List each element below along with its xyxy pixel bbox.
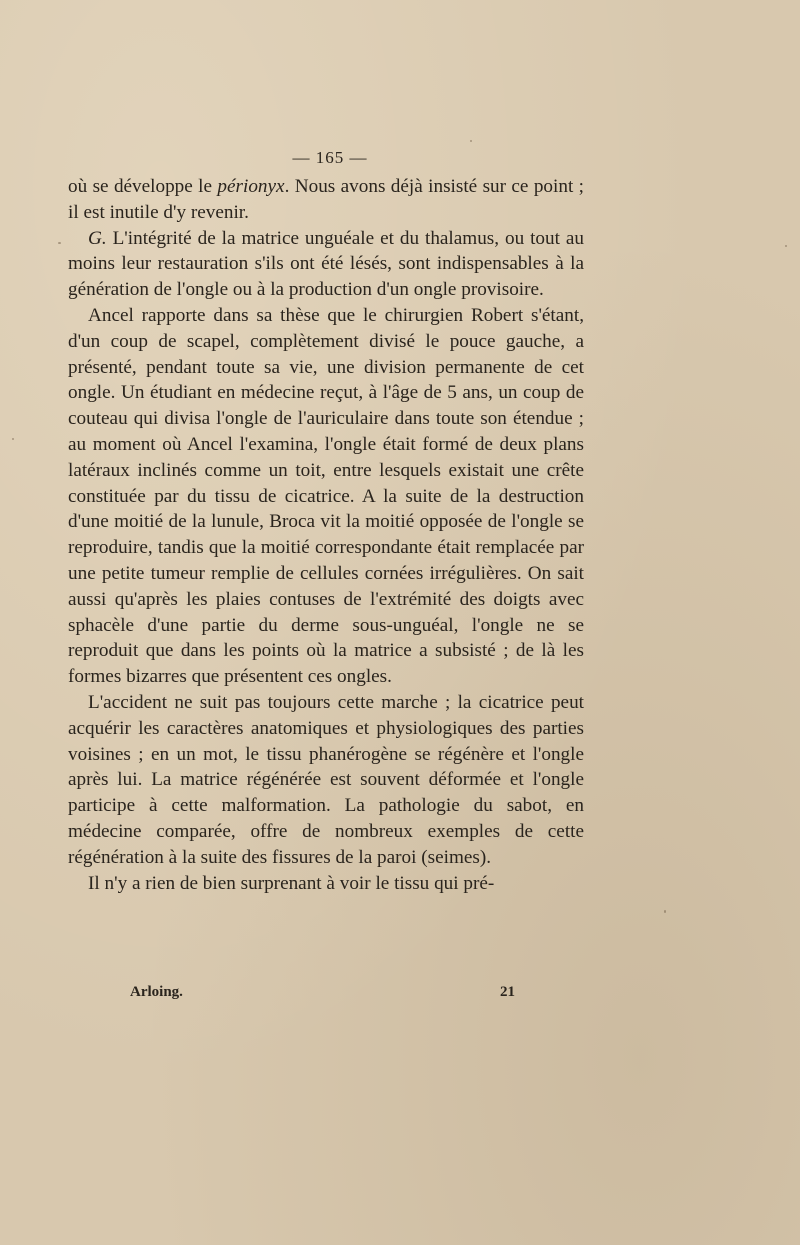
italic-term: périonyx bbox=[217, 176, 285, 197]
paper-speck bbox=[785, 245, 787, 247]
section-letter: G. bbox=[88, 227, 107, 249]
paragraph-4: L'accident ne suit pas toujours cette marche ; la cicatrice peut acquérir les caractères anatomiques et physiologiques des parties voisines ; en un mot, le tissu phanérogène se régénère et l'ongle après lui. La matrice régénérée est souvent déformée et l'ongle participe à cette malformation. La pathologie du sabot, en médecine comparée, offre de nombreux exemples de cette régénération à la suite des fissures de la paroi (seimes). bbox=[68, 691, 584, 868]
paragraph-1: où se développe le périonyx. Nous avons déjà insisté sur ce point ; il est inutile d'y revenir. bbox=[68, 176, 584, 223]
body-text bbox=[68, 174, 584, 896]
printer-signature: Arloing. bbox=[130, 984, 183, 1000]
paper-speck bbox=[470, 140, 472, 142]
paper-speck bbox=[12, 438, 14, 440]
paper-speck bbox=[664, 910, 666, 913]
paragraph-2: G. L'intégrité de la matrice unguéale et du thalamus, ou tout au moins leur restauration s'ils ont été lésés, sont indispensables à la génération de l'ongle ou à la production d'un ongle provisoire. bbox=[68, 227, 584, 301]
paper-speck bbox=[58, 242, 61, 244]
page-number: — 165 — bbox=[292, 148, 368, 167]
sheet-number: 21 bbox=[500, 984, 515, 1000]
paragraph-3: Ancel rapporte dans sa thèse que le chirurgien Robert s'étant, d'un coup de scapel, complètement divisé le pouce gauche, a présenté, pendant toute sa vie, une division permanente de cet ongle. Un étudiant en médecine reçut, à l'âge de 5 ans, un coup de couteau qui divisa l'ongle de l'auriculaire dans toute son étendue ; au moment où Ancel l'examina, l'ongle était formé de deux plans latéraux inclinés comme un toit, entre lesquels existait une crête constituée par du tissu de cicatrice. A la suite de la destruction d'une moitié de la lunule, Broca vit la moitié opposée de l'ongle se reproduire, tandis que la moitié correspondante était remplacée par une petite tumeur remplie de cellules cornées irrégulières. On sait aussi qu'après les plaies contuses de l'extrémité des doigts avec sphacèle d'une partie du derme sous-unguéal, l'ongle ne se reproduit que dans les points où la matrice a subsisté ; de là les formes bizarres que présentent ces ongles. bbox=[68, 304, 584, 688]
paragraph-5: Il n'y a rien de bien surprenant à voir le tissu qui pré- bbox=[88, 872, 495, 894]
